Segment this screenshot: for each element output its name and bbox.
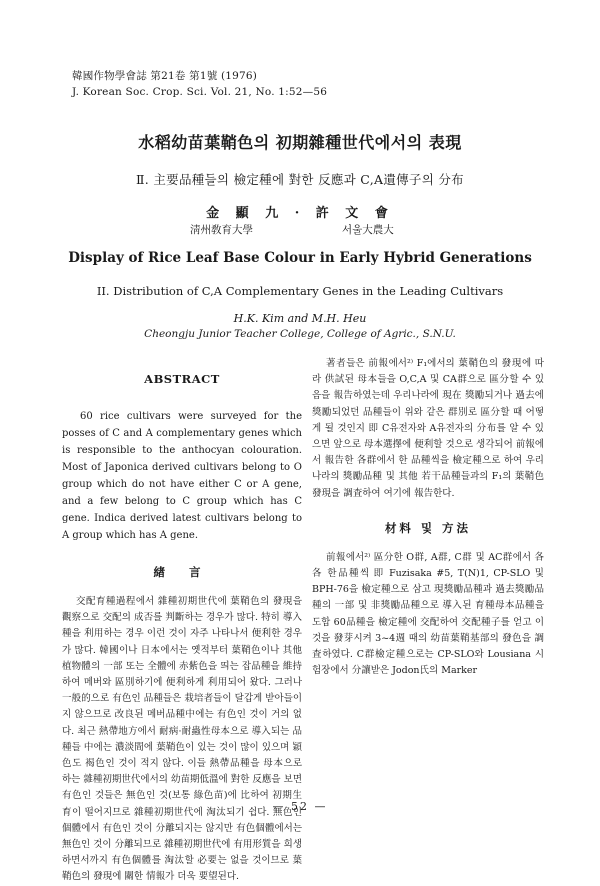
affiliation-english: Cheongju Junior Teacher College, College of Agric., S.N.U. [144, 328, 456, 340]
affiliation-right: 서울大農大 [342, 224, 394, 236]
intro-paragraph-1: 交配育種過程에서 雜種初期世代에 葉鞘色의 發現을 觀察으로 交配의 成否를 判斷하는 경우가 많다. 特히 導入種을 利用하는 경우 이런 것이 자주 나타나서 便利한 경우가 많다. 韓國이나 日本에서는 옛적부터 葉鞘色이나 其他 植物體의 一部 또는 全體에 赤紫色을 띄는 잡品種을 維持하여 메버와 區別하기에 便利하게 利用되어 왔다. 그러나 一般的으로 有色인 品種들은 栽培者들이 달갑게 받아들이지 않으므로 改良된 메버品種中에는 有色인 것이 거의 없다. 최근 熱帶地方에서 耐病·耐蟲性母本으로 導入되는 品種들 中에는 濃淡間에 葉鞘色이 있는 것이 많이 있으며 穎色도 褐色인 것이 적지 않다. 이들 熱帶品種을 母本으로 하는 雜種初期世代에서의 幼苗期低溫에 對한 反應을 보면 有色인 것들은 無色인 것(보통 綠色苗)에 比하여 初期生育이 떨어지므로 雜種初期世代에 淘汰되기 쉽다. 無色인 個體에서 有色인 것이 分離되지는 않지만 有色個體에서는 無色인 것이 分離되므로 雜種初期世代에 有用形質을 희생하면서까지 有色個體를 淘汰할 必要는 없을 것이므로 葉鞘色의 發現에 關한 情報가 더욱 要望된다. [62, 596, 302, 883]
right-column [312, 352, 544, 679]
methods-paragraph: 前報에서²⁾ 區分한 O群, A群, C群 및 AC群에서 各各 한品種씩 即 Fuzisaka #5, T(N)1, CP-SLO 및 BPH-76을 檢定種으로 삼고 現獎勵品種과 過去獎勵品種의 一部 및 非獎勵品種으로 導入된 育種母本品種을 도합 60品種을 檢定種에 交配하여 交配種子를 얻고 이것을 發芽시켜 3~4週 때의 幼苗葉鞘基部의 發色을 調査하였다. C群檢定種으로는 CP-SLO와 Lousiana 시험장에서 分讓받은 Jodon氏의 Marker [312, 551, 544, 677]
subtitle-english: II. Distribution of C,A Complementary Genes in the Leading Cultivars [96, 284, 504, 298]
title-korean: 水稻幼苗葉鞘色의 初期雜種世代에서의 表現 [138, 133, 462, 152]
journal-line-ko: 韓國作物學會誌 第21卷 第1號 (1976) [72, 70, 258, 82]
title-english: Display of Rice Leaf Base Colour in Early Hybrid Generations [68, 250, 532, 266]
journal-header [72, 68, 327, 100]
methods-heading: 材料 및 方法 [384, 520, 472, 535]
subtitle-korean: Ⅱ. 主要品種들의 檢定種에 對한 反應과 C,A遺傳子의 分布 [136, 172, 464, 187]
intro-paragraph-2: 著者들은 前報에서²⁾ F₁에서의 葉鞘色의 發現에 따라 供試된 母本들을 O,C,A 및 CA群으로 區分할 수 있음을 報告하였는데 우리나라에 現在 獎勵되거나 過去에 獎勵되었던 品種들이 위와 같은 群別로 區分할 때 어떻게 될 것인지 即 C유전자와 A유전자의 分布를 알 수 있으면 앞으로 母本選擇에 便利할 것으로 생각되어 前報에서 報告한 各群에서 한 品種씩을 檢定種으로 하여 우리나라의 獎勵品種 및 其他 若干品種들과의 F₁의 葉鞘色發現을 調査하여 여기에 報告한다. [312, 358, 544, 499]
journal-line-en: J. Korean Soc. Crop. Sci. Vol. 21, No. 1:52—56 [72, 86, 328, 98]
page-number: — 52 — [272, 800, 328, 813]
intro-heading: 緖 言 [153, 565, 211, 579]
abstract-text: 60 rice cultivars were surveyed for the posses of C and A complementary genes which is responsible to the anthocyan colouration. Most of Japonica derived cultivars belong to O group which do not have either C or A gene, and a few belong to C group which has C gene. Indica derived latest cultivars belong to A group which has A gene. [62, 411, 302, 541]
abstract-heading: ABSTRACT [144, 372, 220, 386]
affiliation-left: 淸州敎育大學 [190, 224, 253, 236]
left-column [62, 352, 302, 883]
authors-english: H.K. Kim and M.H. Heu [233, 312, 367, 325]
authors-korean: 金 顯 九 · 許 文 會 [206, 206, 394, 221]
abstract-section [62, 372, 302, 544]
